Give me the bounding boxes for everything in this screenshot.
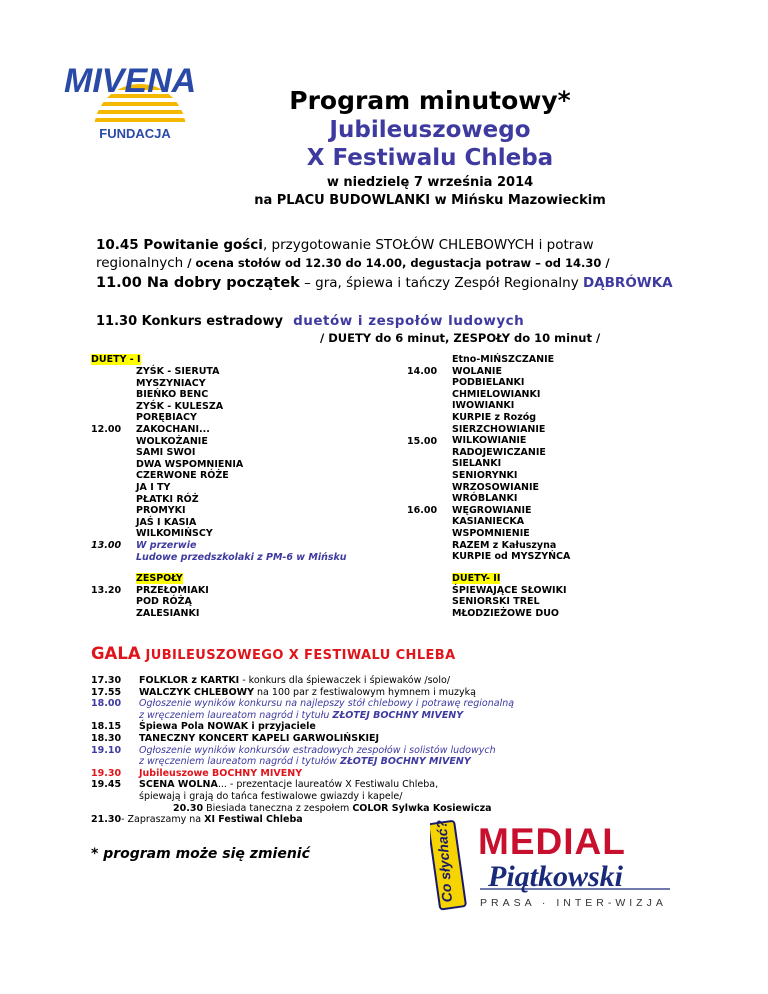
gala-text: - Zapraszamy na [121,814,205,826]
list-item: SENIORSKI TREL [452,596,540,608]
list-item: WRÓBLANKI [452,493,518,505]
gala-row [91,745,691,768]
gala-time: 21.30 [91,814,122,826]
title-line2: Jubileuszowego [329,117,531,143]
list-item: PRZEŁOMIAKI [136,584,209,596]
gala-text: z wręczeniem laureatom nagród i tytułu [139,709,333,721]
gala-title: Śpiewa Pola NOWAK i przyjaciele [139,721,316,733]
logo-subtitle: FUNDACJA [99,126,171,141]
gala-time: 18.15 [91,721,122,733]
intro-1100-band: DĄBRÓWKA [582,275,673,291]
medial-sponsor-logo [430,816,680,912]
list-item: IWOWIANKI [452,400,515,412]
gala-text: - konkurs dla śpiewaczek i śpiewaków /solo/ [239,675,451,686]
intro-1045: 10.45 Powitanie gości [96,237,263,253]
intro-1045-note: / ocena stołów od 12.30 do 14.00, degustacja potraw – od 14.30 / [183,256,610,270]
list-item: SIERZCHOWIANIE [452,423,546,435]
gala-time: 18.30 [91,732,122,744]
gala-title: FOLKLOR z KARTKI [139,675,240,686]
contest-title: 11.30 Konkurs estradowy [96,314,283,329]
intro-block [96,236,736,294]
list-item: RADOJEWICZANIE [452,446,546,458]
sponsor-sub: PRASA · INTER-WIZJA [480,897,667,909]
contest-title-colored: duetów i zespołów ludowych [293,313,525,329]
list-item: JAŚ I KASIA [136,516,197,528]
list-item: MYSZYNIACY [136,377,206,389]
przerwa-desc: Ludowe przedszkolaki z PM-6 w Mińsku [136,551,347,563]
title-line3: X Festiwalu Chleba [306,145,554,171]
gala-text: ... - prezentacje laureatów X Festiwalu Chleba, [217,779,439,791]
contest-note: / DUETY do 6 minut, ZESPOŁY do 10 minut / [320,331,601,345]
list-item: WILKOWIANIE [452,435,527,447]
list-item: WĘGROWIANIE [452,504,532,516]
list-item: PROMYKI [136,505,186,517]
list-item: KURPIE od MYSZYŃCA [452,551,571,563]
gala-title-big: GALA [91,644,141,663]
list-item: SIELANKI [452,458,502,470]
list-item: WOLANIE [452,365,502,377]
sponsor-logo-icon [430,816,680,912]
duety-i-label [91,354,141,366]
gala-time: 19.30 [91,767,122,779]
list-item: CHMIELOWIANKI [452,388,541,400]
gala-text: Ogłoszenie wyników konkursów estradowych zespołów i solistów ludowych [139,744,496,756]
intro-1045-line2: regionalnych [96,255,184,271]
gala-time: 17.30 [91,675,122,686]
gala-title-rest: JUBILEUSZOWEGO X FESTIWALU CHLEBA [140,648,456,663]
gala-row [91,733,691,745]
list-item: BIEŃKO BENC [136,389,209,401]
time-1300: 13.00 [91,540,122,551]
time-1320: 13.20 [91,585,122,596]
sun-logo-icon [48,48,228,148]
intro-1045-rest: , przygotowanie STOŁÓW CHLEBOWYCH i potraw [262,237,594,253]
gala-award: ZŁOTEJ BOCHNY MIVENY [339,756,471,768]
sponsor-name1: MEDIAL [478,821,626,862]
list-item: WILKOMIŃSCY [136,528,213,540]
list-item: Etno-MIŃSZCZANIE [452,354,555,365]
mivena-logo [48,48,228,148]
date-line: w niedzielę 7 września 2014 [326,175,534,190]
przerwa-label: W przerwie [136,539,197,551]
list-item: JA I TY [136,481,171,493]
list-item: ZALESIANKI [136,607,200,619]
list-item: KURPIE z Rozóg [452,411,537,423]
list-item: WRZOSOWIANIE [452,481,540,493]
list-item: CZERWONE RÓŻE [136,470,229,482]
gala-time: 19.10 [91,744,122,756]
gala-row [91,768,691,780]
gala-schedule [91,675,691,826]
list-item: SENIORYNKI [452,469,518,481]
place-line: na PLACU BUDOWLANKI w Mińsku Mazowieckim [254,193,606,208]
title-line1: Program minutowy* [289,86,571,115]
zespoly-list [136,573,209,619]
right-list [452,354,570,563]
gala-row [91,779,691,814]
gala-text: Biesiada taneczna z zespołem [203,802,353,814]
list-item: ZYŚK - KULESZA [136,400,224,412]
sponsor-badge: Co słychać? [433,819,455,903]
gala-title: COLOR Sylwka Kosiewicza [352,802,492,814]
list-item: DWA WSPOMNIENIA [136,458,244,470]
gala-title: SCENA WOLNA [139,779,218,791]
gala-time: 17.55 [91,686,122,698]
time-1200: 12.00 [91,424,122,435]
title-block [230,86,630,172]
gala-time: 18.00 [91,698,122,710]
intro-1100-rest: – gra, śpiewa i tańczy Zespół Regionalny [299,275,583,291]
footnote: * program może się zmienić [91,846,310,862]
gala-row [91,721,691,733]
list-item: ZAKOCHANI... [136,423,210,435]
list-item: PODBIELANKI [452,377,525,389]
gala-row [91,675,691,687]
gala-heading [91,644,456,663]
list-item: SAMI SWOI [136,447,196,459]
gala-text: na 100 par z festiwalowym hymnem i muzyką [254,686,476,698]
duety-ii-label: DUETY- II [452,573,501,584]
duety-i-label-text: DUETY - I [91,354,141,365]
list-item: PŁATKI RÓŻ [136,493,199,505]
sponsor-name2: Piątkowski [488,860,624,893]
gala-row [91,698,691,721]
left-list [136,366,347,563]
gala-text: Ogłoszenie wyników konkursu na najlepszy stół chlebowy i potrawę regionalną [139,698,515,710]
contest-heading [96,312,736,331]
gala-title: Jubileuszowe BOCHNY MIVENY [139,767,303,779]
gala-title: WALCZYK CHLEBOWY [139,686,255,698]
list-item: KASIANIECKA [452,516,525,528]
gala-time: 19.45 [91,779,122,791]
list-item: RAZEM z Kałuszyna [452,539,557,551]
intro-1100: 11.00 Na dobry początek [96,275,300,291]
gala-text: z wręczeniem laureatom nagród i tytułów [139,756,340,768]
gala-title: XI Festiwal Chleba [204,814,303,826]
list-item: ŚPIEWAJĄCE SŁOWIKI [452,584,567,596]
list-item: ZYŚK - SIERUTA [136,366,220,377]
time-1600: 16.00 [407,505,438,516]
logo-brand: MIVENA [64,62,197,100]
gala-time: 20.30 [173,802,204,814]
time-1400: 14.00 [407,366,438,377]
list-item: PORĘBIACY [136,412,197,424]
zespoly-label: ZESPOŁY [136,573,183,584]
list-item: MŁODZIEŻOWE DUO [452,607,560,619]
gala-row [91,687,691,699]
time-1500: 15.00 [407,436,438,447]
gala-award: ZŁOTEJ BOCHNY MIVENY [332,709,464,721]
list-item: WSPOMNIENIE [452,527,530,539]
gala-title: TANECZNY KONCERT KAPELI GARWOLIŃSKIEJ [139,732,380,744]
list-item: POD RÓŻĄ [136,596,192,608]
gala-text: śpiewają i grają do tańca festiwalowe gwiazdy i kapele/ [139,790,403,802]
list-item: WOLKOŻANIE [136,435,208,447]
duety-ii-list [452,573,566,619]
